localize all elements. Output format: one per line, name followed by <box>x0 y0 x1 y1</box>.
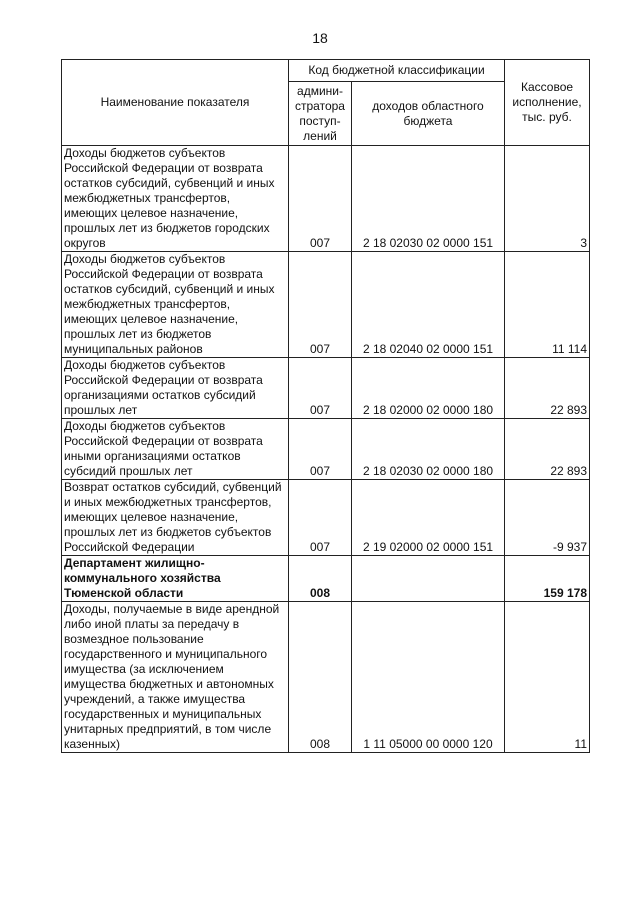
row-amount: 22 893 <box>505 358 590 419</box>
table-row <box>62 480 590 556</box>
header-amount: Кассовое исполнение, тыс. руб. <box>505 60 590 146</box>
header-code-group: Код бюджетной классификации <box>289 60 505 82</box>
row-admin-code: 007 <box>289 146 352 252</box>
row-name: Доходы бюджетов субъектов Российской Федерации от возврата остатков субсидий, субвенций и иных межбюджетных трансфертов, имеющих целевое назначение, прошлых лет из бюджетов городских округов <box>62 146 289 252</box>
row-admin-code: 007 <box>289 252 352 358</box>
row-amount: 11 114 <box>505 252 590 358</box>
row-admin-code: 007 <box>289 358 352 419</box>
budget-table <box>61 59 590 753</box>
row-amount: 3 <box>505 146 590 252</box>
header-name: Наименование показателя <box>62 60 289 146</box>
row-name: Возврат остатков субсидий, субвенций и иных межбюджетных трансфертов, имеющих целевое назначение, прошлых лет из бюджетов субъектов Российской Федерации <box>62 480 289 556</box>
table-row <box>62 602 590 753</box>
row-income-code: 2 18 02000 02 0000 180 <box>352 358 505 419</box>
row-income-code: 2 18 02040 02 0000 151 <box>352 252 505 358</box>
table-row <box>62 252 590 358</box>
table-row <box>62 146 590 252</box>
row-name: Доходы бюджетов субъектов Российской Федерации от возврата остатков субсидий, субвенций и иных межбюджетных трансфертов, имеющих целевое назначение, прошлых лет из бюджетов муниципальных районов <box>62 252 289 358</box>
row-admin-code: 007 <box>289 419 352 480</box>
row-name: Департамент жилищно-коммунального хозяйства Тюменской области <box>62 556 289 602</box>
row-name: Доходы бюджетов субъектов Российской Федерации от возврата организациями остатков субсидий прошлых лет <box>62 358 289 419</box>
row-admin-code: 008 <box>289 602 352 753</box>
row-income-code: 2 19 02000 02 0000 151 <box>352 480 505 556</box>
row-income-code <box>352 556 505 602</box>
header-admin: админи-стратора поступ-лений <box>289 82 352 146</box>
row-income-code: 1 11 05000 00 0000 120 <box>352 602 505 753</box>
row-income-code: 2 18 02030 02 0000 180 <box>352 419 505 480</box>
row-amount: 22 893 <box>505 419 590 480</box>
row-amount: 159 178 <box>505 556 590 602</box>
row-name: Доходы бюджетов субъектов Российской Федерации от возврата иными организациями остатков субсидий прошлых лет <box>62 419 289 480</box>
table-row <box>62 556 590 602</box>
row-name: Доходы, получаемые в виде арендной либо иной платы за передачу в возмездное пользование государственного и муниципального имущества (за исключением имущества бюджетных и автономных учреждений, а также имущества государственных и муниципальных унитарных предприятий, в том числе казенных) <box>62 602 289 753</box>
row-admin-code: 007 <box>289 480 352 556</box>
row-amount: 11 <box>505 602 590 753</box>
table-row <box>62 358 590 419</box>
row-income-code: 2 18 02030 02 0000 151 <box>352 146 505 252</box>
table-row <box>62 419 590 480</box>
header-income: доходов областного бюджета <box>352 82 505 146</box>
page-number: 18 <box>312 30 328 46</box>
row-amount: -9 937 <box>505 480 590 556</box>
row-admin-code: 008 <box>289 556 352 602</box>
